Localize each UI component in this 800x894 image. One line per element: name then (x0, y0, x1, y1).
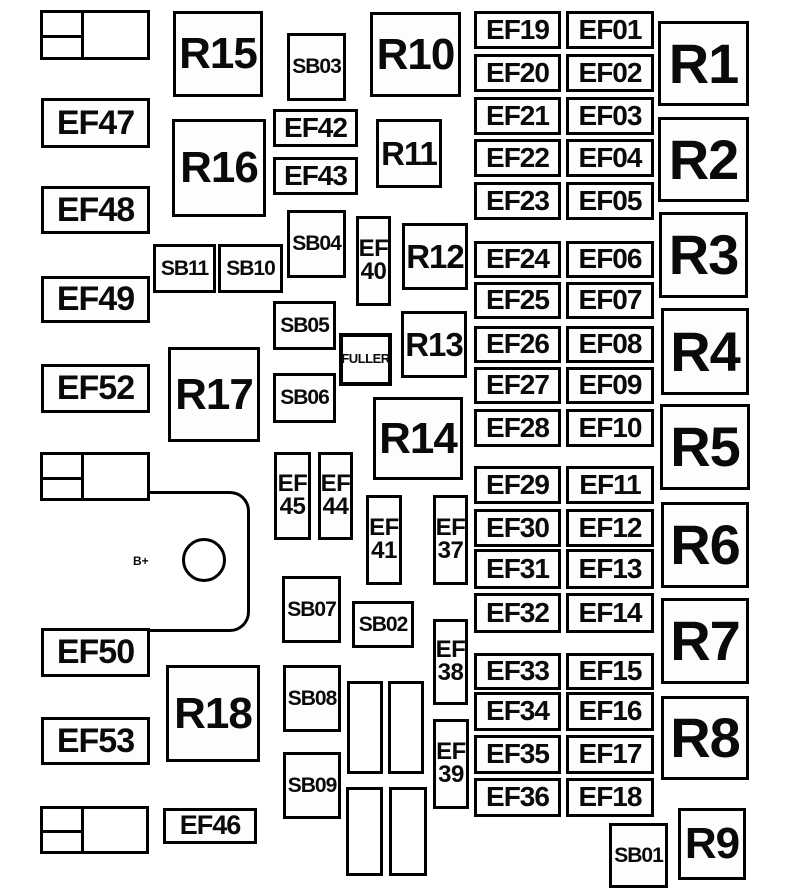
fuse-ef23: EF23 (474, 182, 561, 220)
fuse-ef28: EF28 (474, 409, 561, 447)
connector-top-left (40, 10, 150, 60)
fuse-ef32: EF32 (474, 593, 561, 633)
fuse-ef21: EF21 (474, 97, 561, 135)
fuse-ef10: EF10 (566, 409, 654, 447)
fuse-ef46: EF46 (163, 808, 257, 844)
fuse-ef22: EF22 (474, 139, 561, 177)
fuse-ef26: EF26 (474, 326, 561, 363)
fuse-ef42: EF42 (273, 109, 358, 147)
relay-r11: R11 (376, 119, 442, 188)
fuse-fuller: FULLER (339, 333, 392, 386)
fuse-ef40: EF 40 (356, 216, 391, 306)
fuse-sb08: SB08 (283, 665, 341, 732)
fuse-ef45: EF 45 (274, 452, 311, 540)
fuse-ef47: EF47 (41, 98, 150, 148)
relay-r12: R12 (402, 223, 468, 290)
fuse-ef41: EF 41 (366, 495, 402, 585)
connector-bottom-left-horizontal-divider (43, 830, 81, 833)
connector-top-left-horizontal-divider (43, 35, 81, 38)
fuse-sb01: SB01 (609, 823, 668, 888)
fuse-ef20: EF20 (474, 54, 561, 92)
fuse-ef39: EF 39 (433, 719, 469, 809)
relay-r6: R6 (661, 502, 749, 588)
connector-middle-left-vertical-divider (81, 455, 84, 498)
fuse-ef44: EF 44 (318, 452, 353, 540)
fuse-ef17: EF17 (566, 735, 654, 774)
connector-bottom-left (40, 806, 149, 854)
fuse-ef25: EF25 (474, 282, 561, 319)
relay-r13: R13 (401, 311, 467, 378)
fuse-ef14: EF14 (566, 593, 654, 633)
fuse-ef11: EF11 (566, 466, 654, 504)
fuse-ef29: EF29 (474, 466, 561, 504)
blank-fuse-4 (389, 787, 427, 876)
fuse-ef35: EF35 (474, 735, 561, 774)
fuse-ef16: EF16 (566, 692, 654, 731)
connector-middle-left (40, 452, 150, 501)
fuse-ef09: EF09 (566, 367, 654, 404)
fuse-ef43: EF43 (273, 157, 358, 195)
battery-stud-circle (182, 538, 226, 582)
fuse-ef36: EF36 (474, 778, 561, 817)
relay-r18: R18 (166, 665, 260, 762)
fuse-ef01: EF01 (566, 11, 654, 49)
battery-positive-label: B+ (133, 554, 149, 568)
relay-r15: R15 (173, 11, 263, 97)
fuse-sb09: SB09 (283, 752, 341, 819)
fuse-ef06: EF06 (566, 241, 654, 278)
fuse-ef48: EF48 (41, 186, 150, 234)
fuse-ef08: EF08 (566, 326, 654, 363)
fuse-ef33: EF33 (474, 653, 561, 690)
fuse-ef27: EF27 (474, 367, 561, 404)
fuse-sb02: SB02 (352, 601, 414, 648)
connector-bottom-left-vertical-divider (81, 809, 84, 851)
fuse-ef02: EF02 (566, 54, 654, 92)
fuse-ef37: EF 37 (433, 495, 468, 585)
fuse-ef12: EF12 (566, 509, 654, 547)
fuse-ef15: EF15 (566, 653, 654, 690)
fuse-ef24: EF24 (474, 241, 561, 278)
fuse-ef04: EF04 (566, 139, 654, 177)
fuse-sb11: SB11 (153, 244, 216, 293)
relay-r7: R7 (661, 598, 749, 684)
connector-top-left-vertical-divider (81, 13, 84, 57)
blank-fuse-3 (346, 787, 383, 876)
fuse-sb06: SB06 (273, 373, 336, 423)
fuse-sb03: SB03 (287, 33, 346, 101)
relay-r14: R14 (373, 397, 463, 480)
blank-fuse-2 (388, 681, 424, 774)
fuse-sb04: SB04 (287, 210, 346, 278)
fuse-ef13: EF13 (566, 549, 654, 589)
fuse-sb05: SB05 (273, 301, 336, 350)
relay-r4: R4 (661, 308, 749, 395)
fuse-sb10: SB10 (218, 244, 283, 293)
relay-r16: R16 (172, 119, 266, 217)
relay-r17: R17 (168, 347, 260, 442)
fuse-ef19: EF19 (474, 11, 561, 49)
fuse-ef30: EF30 (474, 509, 561, 547)
relay-r2: R2 (658, 117, 749, 202)
blank-fuse-1 (347, 681, 383, 774)
fuse-ef49: EF49 (41, 276, 150, 323)
fuse-ef34: EF34 (474, 692, 561, 731)
relay-r10: R10 (370, 12, 461, 97)
connector-middle-left-horizontal-divider (43, 477, 81, 480)
relay-r5: R5 (660, 404, 750, 490)
fuse-ef07: EF07 (566, 282, 654, 319)
relay-r9: R9 (678, 808, 746, 880)
fuse-ef03: EF03 (566, 97, 654, 135)
fuse-ef05: EF05 (566, 182, 654, 220)
relay-r8: R8 (661, 696, 749, 780)
relay-r1: R1 (658, 21, 749, 106)
fuse-ef18: EF18 (566, 778, 654, 817)
fuse-ef38: EF 38 (433, 619, 468, 705)
relay-r3: R3 (659, 212, 748, 298)
fuse-ef31: EF31 (474, 549, 561, 589)
fuse-ef52: EF52 (41, 364, 150, 413)
fuse-sb07: SB07 (282, 576, 341, 643)
fuse-ef50: EF50 (41, 628, 150, 677)
fuse-ef53: EF53 (41, 717, 150, 765)
